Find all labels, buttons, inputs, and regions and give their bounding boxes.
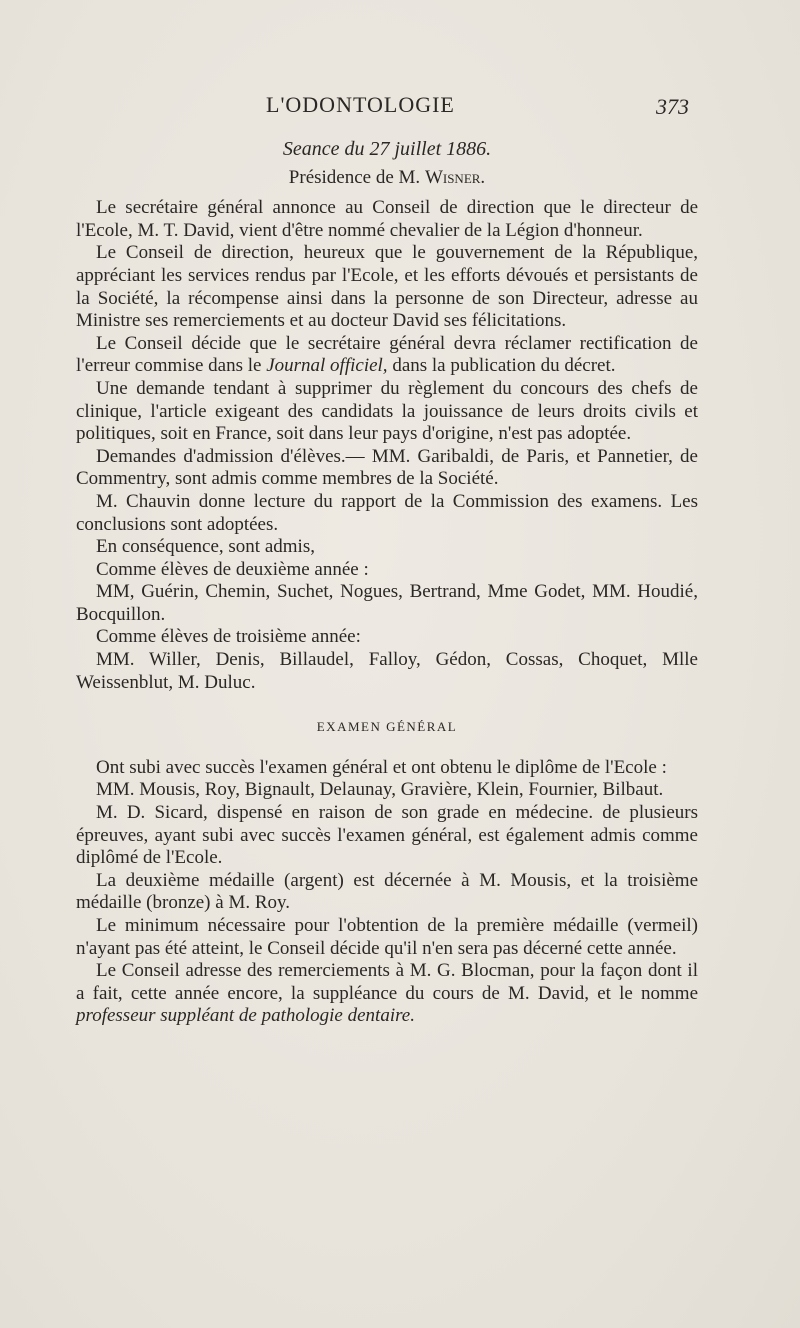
paragraph-text: Le Conseil adresse des remerciements à M. G. Blocman, pour la façon dont il a fait, cette année encore, la suppléance du cours de M. David, et le nomme <box>76 960 698 1004</box>
paragraph: Le minimum nécessaire pour l'obtention de la première médaille (vermeil) n'ayant pas été atteint, le Conseil décide qu'il n'en sera pas décerné cette année. <box>76 915 698 959</box>
page-header <box>0 92 800 128</box>
page-number: 373 <box>656 94 689 119</box>
paragraph: Une demande tendant à supprimer du règlement du concours des chefs de clinique, l'article exigeant des candidats la jouissance de leurs droits civils et politiques, soit en France, soit dans leur pays d'origine, n'est pas adoptée. <box>76 377 698 445</box>
paragraph: La deuxième médaille (argent) est décernée à M. Mousis, et la troisième médaille (bronze) à M. Roy. <box>76 869 698 914</box>
paragraph: Le Conseil de direction, heureux que le gouvernement de la République, appréciant les services rendus par l'Ecole, et les efforts dévoués et persistants de la Société, la récompense ainsi dans la personne de son Directeur, adresse au Ministre ses remerciements et au docteur David ses félicitations. <box>76 242 698 332</box>
journal-title: Journal officiel, <box>266 355 388 377</box>
paragraph: Comme élèves de deuxième année : <box>96 558 369 580</box>
president-name: Wisner. <box>424 166 486 188</box>
paragraph: Ont subi avec succès l'examen général et ont obtenu le diplôme de l'Ecole : <box>96 756 667 778</box>
session-title: Seance du 27 juillet 1886. <box>282 138 492 160</box>
paragraph: En conséquence, sont admis, <box>96 536 315 558</box>
page-body <box>76 134 698 1028</box>
paragraph: MM, Guérin, Chemin, Suchet, Nogues, Bertrand, Mme Godet, MM. Houdié, Bocquillon. <box>76 581 698 625</box>
paragraph: Le secrétaire général annonce au Conseil de direction que le directeur de l'Ecole, M. T. David, vient d'être nommé chevalier de la Légion d'honneur. <box>76 197 698 241</box>
paragraph <box>76 960 698 1028</box>
presidence-line <box>76 167 698 190</box>
title-conferred: professeur suppléant de pathologie dentaire. <box>76 1005 415 1027</box>
paragraph-text: dans la publication du décret. <box>387 355 616 377</box>
paragraph <box>76 333 698 378</box>
paragraph-text: Le Conseil décide que le secrétaire général devra réclamer rectification de l'erreur commise dans le <box>76 332 698 377</box>
paragraph: M. D. Sicard, dispensé en raison de son grade en médecine. de plusieurs épreuves, ayant subi avec succès l'examen général, est également admis comme diplômé de l'Ecole. <box>76 802 698 869</box>
paragraph: MM. Willer, Denis, Billaudel, Falloy, Gédon, Cossas, Choquet, Mlle Weissenblut, M. Duluc. <box>76 649 698 693</box>
paragraph: Comme élèves de troisième année: <box>96 626 361 648</box>
paragraph: M. Chauvin donne lecture du rapport de la Commission des examens. Les conclusions sont adoptées. <box>76 490 698 535</box>
section-heading: EXAMEN GÉNÉRAL <box>316 719 458 735</box>
paragraph: Demandes d'admission d'élèves.— MM. Garibaldi, de Paris, et Pannetier, de Commentry, sont admis comme membres de la Société. <box>76 445 698 490</box>
presidence-prefix: Présidence de M. <box>288 166 425 188</box>
paragraph: MM. Mousis, Roy, Bignault, Delaunay, Gravière, Klein, Fournier, Bilbaut. <box>96 779 664 801</box>
running-title: L'ODONTOLOGIE <box>266 92 455 117</box>
